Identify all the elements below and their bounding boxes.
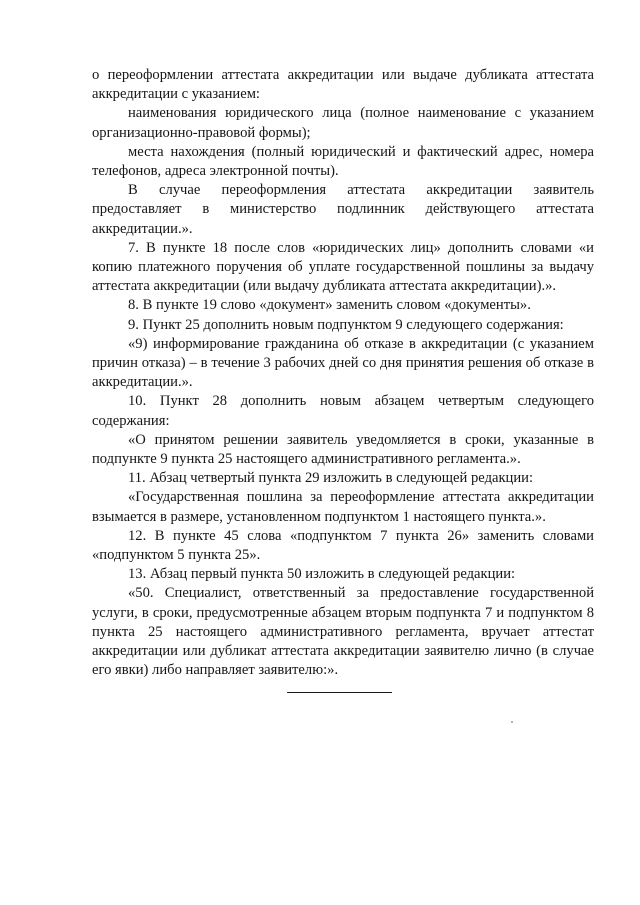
paragraph-item-13: 13. Абзац первый пункта 50 изложить в следующей редакции: <box>128 566 516 583</box>
paragraph-item-11: 11. Абзац четвертый пункта 29 изложить в следующей редакции: <box>128 470 534 487</box>
paragraph-reissue-case: В случае переоформления аттестата аккредитации заявитель предоставляет в министерство подлинник действующего аттестата аккредитации.». <box>92 182 594 237</box>
paragraph-location: места нахождения (полный юридический и фактический адрес, номера телефонов, адреса электронной почты). <box>92 143 594 180</box>
paragraph-item-10-quote: «О принятом решении заявитель уведомляется в сроки, указанные в подпункте 9 пункта 25 настоящего административного регламента.». <box>92 431 594 468</box>
paragraph-item-8: 8. В пункте 19 слово «документ» заменить словом «документы». <box>128 297 531 314</box>
paragraph-legal-entity-name: наименования юридического лица (полное наименование с указанием организационно-правовой формы); <box>92 105 594 141</box>
scan-speck <box>511 721 513 723</box>
paragraph-item-9: 9. Пункт 25 дополнить новым подпунктом 9 следующего содержания: <box>128 316 564 333</box>
paragraph-item-11-quote: «Государственная пошлина за переоформление аттестата аккредитации взымается в размере, установленном подпунктом 1 настоящего пункта.». <box>92 489 594 525</box>
paragraph-item-9-quote: «9) информирование гражданина об отказе в аккредитации (с указанием причин отказа) – в течение 3 рабочих дней со дня принятия решения об отказе в аккредитации.». <box>92 335 594 391</box>
paragraph-item-12: 12. В пункте 45 слова «подпунктом 7 пункта 26» заменить словами «подпунктом 5 пункта 25». <box>92 527 594 564</box>
paragraph-item-10: 10. Пункт 28 дополнить новым абзацем четвертым следующего содержания: <box>92 393 594 429</box>
paragraph-item-7: 7. В пункте 18 после слов «юридических лиц» дополнить словами «и копию платежного поручения об уплате государственной пошлины за выдачу аттестата аккредитации (или выдачу дубликата аттестата аккредитации).». <box>92 239 594 295</box>
document-body <box>92 66 594 681</box>
paragraph-intro: о переоформлении аттестата аккредитации или выдаче дубликата аттестата аккредитации с указанием: <box>92 67 594 103</box>
closing-divider <box>287 692 392 693</box>
paragraph-item-13-quote: «50. Специалист, ответственный за предоставление государственной услуги, в сроки, предусмотренные абзацем вторым подпункта 7 и подпунктом 8 пункта 25 настоящего административного регламента, вручает аттестат аккредитации или дубликат аттестата аккредитации заявителю лично (в случае его явки) либо направляет заявителю:». <box>92 585 594 679</box>
